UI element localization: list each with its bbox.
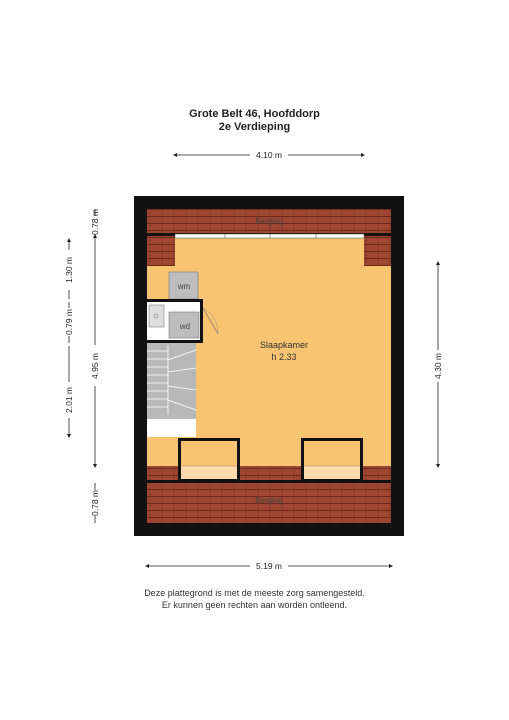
- dimension-right-height: [433, 263, 443, 466]
- bedroom-height: h 2.33: [271, 352, 297, 362]
- dimension-top-width: [175, 150, 363, 160]
- washer-label: wm: [177, 282, 191, 291]
- svg-text:4.95 m: 4.95 m: [90, 353, 100, 379]
- dryer-label: wd: [179, 322, 191, 331]
- svg-text:0.78 m: 0.78 m: [90, 490, 100, 516]
- svg-text:2.01 m: 2.01 m: [64, 387, 74, 413]
- sink: [149, 305, 164, 327]
- svg-text:5.19 m: 5.19 m: [256, 561, 282, 571]
- svg-text:0.79 m: 0.79 m: [64, 309, 74, 335]
- dormer-window-left: [178, 438, 240, 481]
- disclaimer-line-2: Er kunnen geen rechten aan worden ontleend.: [161, 600, 348, 610]
- plan-address: Grote Belt 46, Hoofddorp: [189, 108, 320, 120]
- skylight-window: [175, 234, 364, 238]
- plan-floor-name: 2e Verdieping: [218, 121, 291, 133]
- dimension-left-inner: [64, 240, 74, 436]
- stair-landing: [147, 419, 196, 437]
- dimension-left-outer: [90, 209, 100, 523]
- svg-text:4.30 m: 4.30 m: [433, 353, 443, 379]
- storage-top-label: Berging: [255, 217, 283, 226]
- svg-text:1.30 m: 1.30 m: [64, 257, 74, 283]
- bedroom-label: Slaapkamer: [259, 340, 309, 350]
- svg-text:4.10 m: 4.10 m: [256, 150, 282, 160]
- dimension-bottom-width: [147, 561, 391, 571]
- svg-text:0.78 m: 0.78 m: [90, 209, 100, 235]
- disclaimer-line-1: Deze plattegrond is met de meeste zorg samengesteld.: [144, 588, 365, 598]
- storage-bottom-label: Berging: [255, 496, 283, 505]
- dormer-window-right: [301, 438, 363, 481]
